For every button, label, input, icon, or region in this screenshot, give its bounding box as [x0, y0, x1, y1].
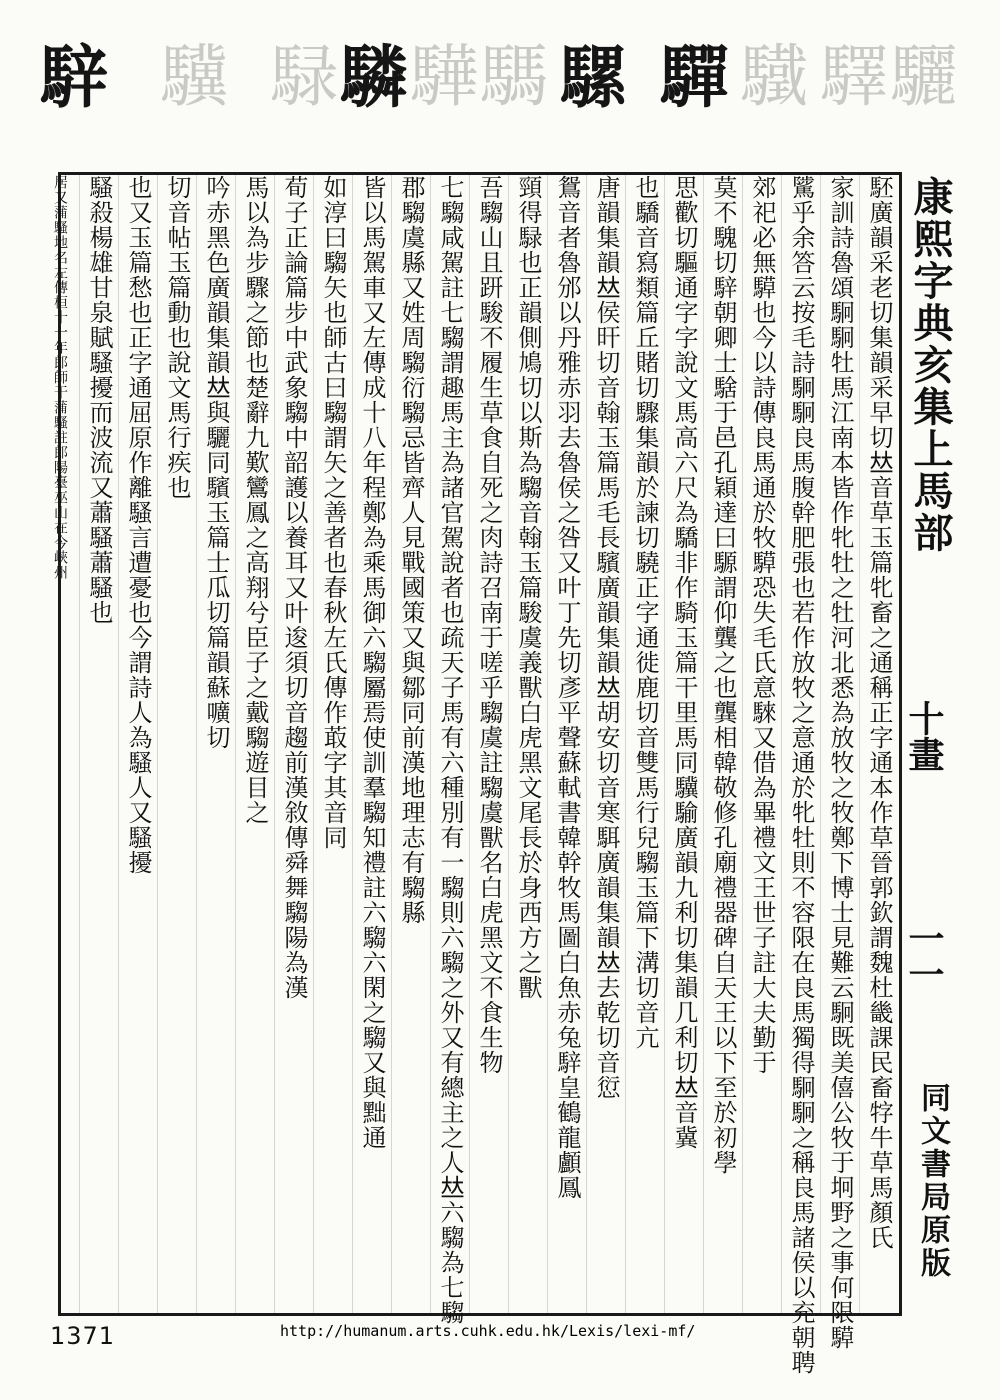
column-divider — [469, 175, 470, 1313]
text-column: 騭乎余答云按毛詩駉駉良馬腹幹肥張也若作放牧之意通於牝牡則不容限在良馬獨得駉駉之稱良馬諸侯以充朝聘 — [787, 175, 815, 1375]
page-marker: 一一 — [903, 920, 945, 992]
seal-character: 騄 — [270, 38, 339, 117]
text-column: 駓廣韻采老切集韻采早切𠀤音草玉篇牝畜之通稱正字通本作草晉郭欽謂魏杜畿課民畜牸牛草馬顏氏 — [865, 175, 893, 1250]
column-divider — [196, 175, 197, 1313]
text-column: 鴛音者魯邠以丹雅赤羽去魯侯之咎又叶丁先切彥平聲蘇軾書韓幹牧馬圖白魚赤兔騂皇鶴龍顱鳳 — [553, 175, 581, 1200]
column-divider — [547, 175, 548, 1313]
seal-character: 驖 — [740, 38, 809, 117]
seal-character: 驊 — [410, 38, 479, 117]
column-divider — [742, 175, 743, 1313]
seal-character: 騂 — [40, 38, 109, 118]
book-section-title: 康熙字典亥集上馬部 — [907, 176, 954, 554]
column-divider — [157, 175, 158, 1313]
source-url[interactable]: http://humanum.arts.cuhk.edu.hk/Lexis/lexi-mf/ — [280, 1322, 696, 1340]
text-column: 吟赤黑色廣韻集韻𠀤與驪同驞玉篇士瓜切篇韻蘇嚝切 — [202, 175, 230, 750]
column-divider — [586, 175, 587, 1313]
column-divider — [430, 175, 431, 1313]
text-column: 也驕音寫類篇丘賭切驟集韻於諫切驍正字通徙鹿切音雙馬行兒騶玉篇下溝切音亢 — [631, 175, 659, 1050]
column-divider — [352, 175, 353, 1313]
column-divider — [313, 175, 314, 1313]
seal-character: 騾 — [560, 38, 629, 118]
column-divider — [508, 175, 509, 1313]
stroke-count-label: 十畫 — [903, 700, 945, 772]
seal-character: 驪 — [890, 38, 959, 117]
column-divider — [235, 175, 236, 1313]
text-column: 荀子正論篇步中武象騶中韶護以養耳又叶逡須切音趨前漢敘傳舜舞騶陽為漢 — [280, 175, 308, 1000]
text-column: 如淳曰騶矢也師古曰騶謂矢之善者也春秋左氏傳作菆字其音同 — [319, 175, 347, 850]
text-column: 也又玉篇愁也正字通屈原作離騷言遭憂也今謂詩人為騷人又騷擾 — [124, 175, 152, 875]
text-column: 吾騶山且趼駿不履生草食自死之肉詩召南于嗟乎騶虞註騶虞獸名白虎黑文不食生物 — [475, 175, 503, 1075]
text-column: 郡騶虞縣又姓周騶衍騶忌皆齊人見戰國策又與鄒同前漢地理志有騶縣 — [397, 175, 425, 925]
text-column: 切音帖玉篇動也說文馬行疾也 — [163, 175, 191, 500]
text-column: 郊祀必無騲也今以詩傳良馬通於牧騲恐失毛氏意騋又借為畢禮文王世子註大夫勤于 — [748, 175, 776, 1075]
seal-script-banner — [40, 30, 960, 150]
text-column: 唐韻集韻𠀤侯旰切音翰玉篇馬毛長驞廣韻集韻𠀤胡安切音寒駬廣韻集韻𠀤去乾切音愆 — [592, 175, 620, 1100]
text-column: 七騶咸駕註七騶謂趣馬主為諸官駕說者也疏天子馬有六種別有一騶則六騶之外又有總主之人𠀤六騶為七騶 — [436, 175, 464, 1325]
seal-character: 驥 — [160, 38, 229, 117]
column-divider — [703, 175, 704, 1313]
column-divider — [118, 175, 119, 1313]
text-column: 頸得騄也正韻側鳩切以斯為騶音翰玉篇駿虞義獸白虎黑文尾長於身西方之獸 — [514, 175, 542, 1000]
column-divider — [820, 175, 821, 1313]
column-divider — [625, 175, 626, 1313]
text-column: 思歡切驅通字字說文馬高六尺為驕非作騎玉篇干里馬同驥騟廣韻九利切集韻几利切𠀤音冀 — [670, 175, 698, 1150]
column-divider — [79, 175, 80, 1313]
seal-character: 驛 — [820, 38, 889, 117]
text-column: 馬以為步驟之節也楚辭九歎鸞鳳之高翔兮臣子之戴騶遊目之 — [241, 175, 269, 825]
publisher-label: 同文書局原版 — [915, 1082, 950, 1280]
text-column: 居又蒲騷地名左傳桓十一年郎師干蒲騷註郎陽臺巫山在今峽州 — [52, 175, 68, 580]
text-column: 騷殺楊雄甘泉賦騷擾而波流又蕭騷蕭騷也 — [85, 175, 113, 625]
text-column: 莫不騩切騂朝卿士騇于邑孔穎達曰騵謂仰龔之也龔相韓敬修孔廟禮器碑自天王以下至於初學 — [709, 175, 737, 1175]
seal-character: 驒 — [660, 38, 729, 118]
column-divider — [391, 175, 392, 1313]
column-divider — [859, 175, 860, 1313]
text-column: 皆以馬駕車又左傳成十八年程鄭為乘馬御六騶屬焉使訓羣騶知禮註六騶六閑之騶又與黜通 — [358, 175, 386, 1150]
seal-character: 驎 — [340, 38, 409, 118]
text-column: 家訓詩魯頌駉駉牡馬江南本皆作牝牡之牡河北悉為放牧之牧鄭下博士見難云駉既美僖公牧于坰野之事何限騲 — [826, 175, 854, 1350]
column-divider — [781, 175, 782, 1313]
column-divider — [274, 175, 275, 1313]
seal-character: 騳 — [480, 38, 549, 117]
page-number: 1371 — [50, 1322, 116, 1350]
column-divider — [664, 175, 665, 1313]
